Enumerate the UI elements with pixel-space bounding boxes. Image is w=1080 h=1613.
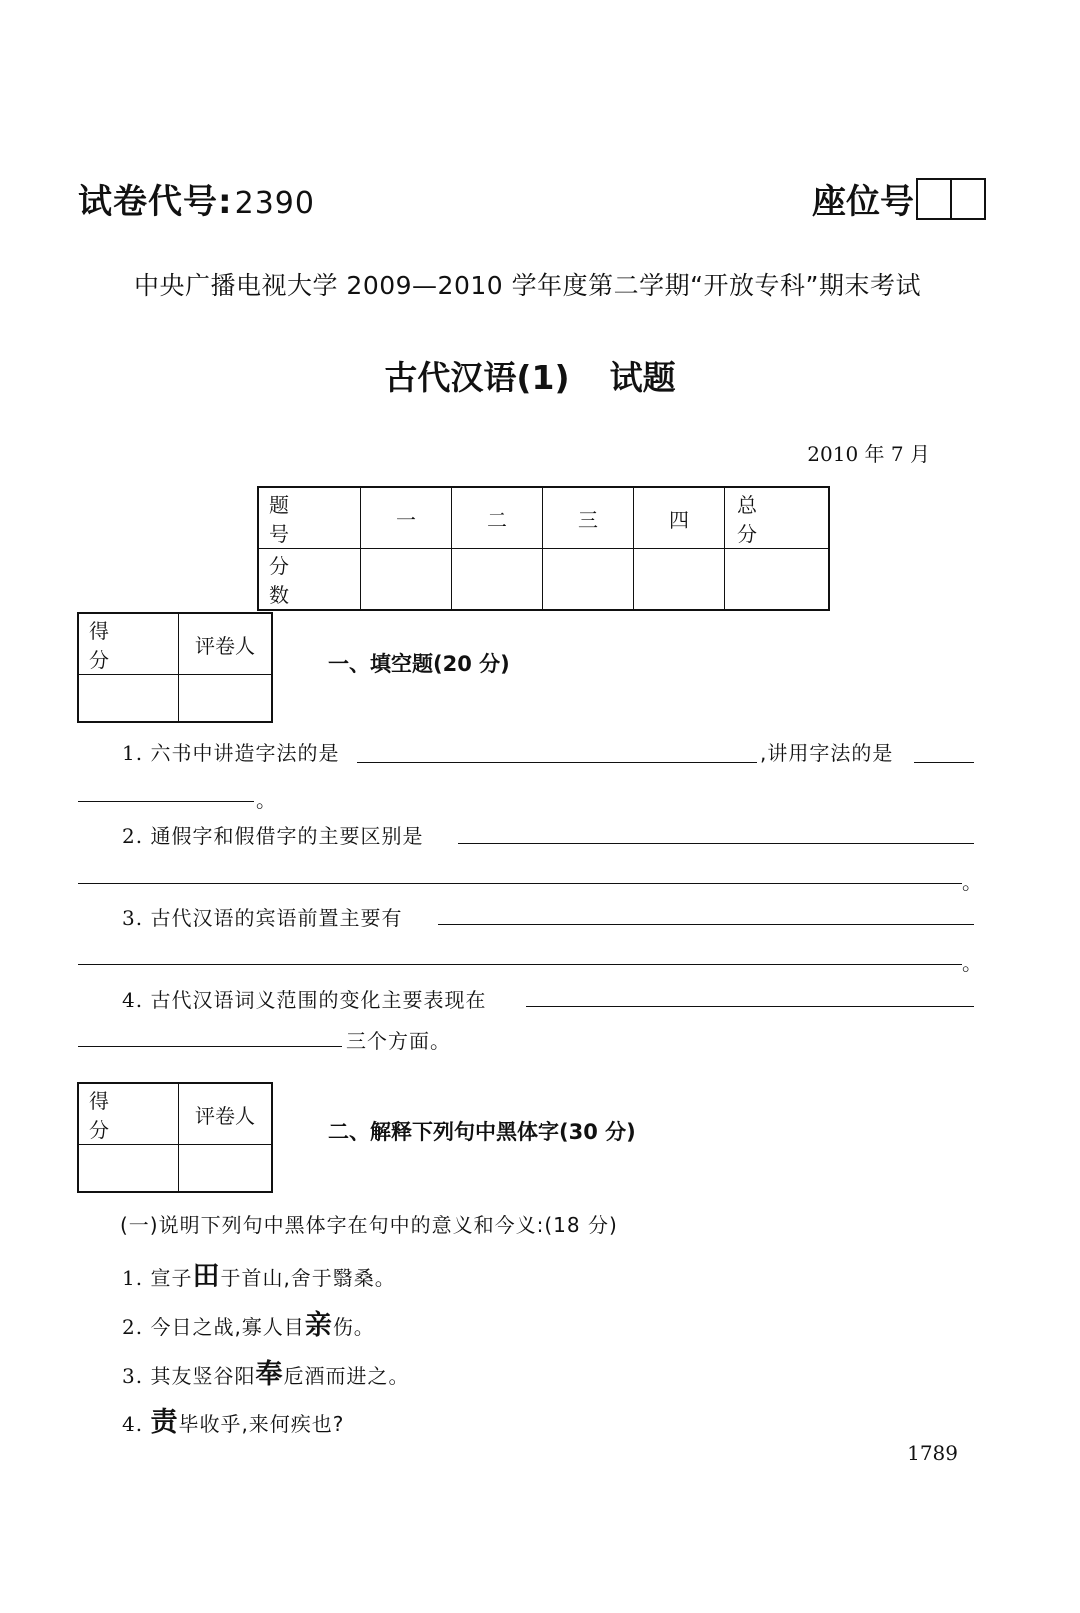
exam-date: 2010 年 7 月 <box>807 442 930 466</box>
item-number: 4. <box>122 1412 144 1436</box>
item-number: 3. <box>122 1364 144 1388</box>
exam-title <box>0 352 1060 399</box>
item-bold-char: 亲 <box>304 1310 333 1341</box>
answer-blank[interactable] <box>438 924 974 925</box>
question-text: 六书中讲造字法的是 <box>150 741 340 765</box>
item-text-post: 伤。 <box>332 1315 375 1339</box>
exam-title-course: 古代汉语(1) <box>384 358 570 397</box>
seat-number <box>812 174 986 223</box>
score-table-cell: 分 数 <box>258 549 361 611</box>
question-text: 三个方面。 <box>346 1029 451 1053</box>
question-3 <box>122 902 402 931</box>
item-bold-char: 奉 <box>255 1359 284 1390</box>
score-input-cell[interactable] <box>452 549 543 611</box>
grader-score-cell[interactable] <box>78 675 179 723</box>
university-line: 中央广播电视大学 2009—2010 学年度第二学期“开放专科”期末考试 <box>133 271 922 300</box>
section1-title: 一、填空题(20 分) <box>328 652 510 676</box>
seat-number-boxes <box>916 178 986 220</box>
answer-blank[interactable] <box>78 883 962 884</box>
question-number: 3. <box>122 906 144 930</box>
question-text: 古代汉语的宾语前置主要有 <box>150 906 403 930</box>
item-text-pre: 今日之战,寡人目 <box>150 1315 305 1339</box>
list-item <box>122 1303 375 1342</box>
section2-title: 二、解释下列句中黑体字(30 分) <box>328 1120 636 1144</box>
score-input-cell[interactable] <box>725 549 830 611</box>
grader-name-label: 评卷人 <box>179 613 273 675</box>
list-item <box>122 1400 344 1439</box>
sentence-end-mark: 。 <box>962 870 983 894</box>
item-text-post: 毕收乎,来何疾也? <box>178 1412 345 1436</box>
answer-blank[interactable] <box>78 964 962 965</box>
item-bold-char: 责 <box>150 1407 179 1438</box>
item-number: 2. <box>122 1315 144 1339</box>
answer-blank[interactable] <box>78 1046 342 1047</box>
grader-score-label: 得 分 <box>78 1083 179 1145</box>
item-text-post: 于首山,舍于翳桑。 <box>220 1266 396 1290</box>
score-table-cell: 题 号 <box>258 487 361 549</box>
item-text-pre: 其友竖谷阳 <box>150 1364 256 1388</box>
answer-blank[interactable] <box>458 843 974 844</box>
score-table-cell: 二 <box>452 487 543 549</box>
score-table-score-row <box>258 549 829 611</box>
question-4 <box>122 984 486 1013</box>
sentence-end-mark: 。 <box>962 951 983 975</box>
item-number: 1. <box>122 1266 144 1290</box>
grader-box <box>77 612 273 723</box>
exam-title-suffix: 试题 <box>609 358 676 397</box>
score-table-cell: 三 <box>543 487 634 549</box>
score-input-cell[interactable] <box>361 549 452 611</box>
answer-blank[interactable] <box>526 1006 974 1007</box>
score-table-cell: 一 <box>361 487 452 549</box>
score-table <box>257 486 830 611</box>
grader-name-cell[interactable] <box>179 1145 273 1193</box>
score-table-cell: 总 分 <box>725 487 830 549</box>
item-text-post: 卮酒而进之。 <box>283 1364 410 1388</box>
question-text: ,讲用字法的是 <box>760 741 894 765</box>
score-table-header-row <box>258 487 829 549</box>
subsection-title: (一)说明下列句中黑体字在句中的意义和今义:(18 分) <box>120 1213 618 1237</box>
question-text: 古代汉语词义范围的变化主要表现在 <box>150 988 487 1012</box>
question-number: 1. <box>122 741 144 765</box>
question-number: 2. <box>122 824 144 848</box>
grader-score-cell[interactable] <box>78 1145 179 1193</box>
seat-number-label: 座位号 <box>812 182 914 222</box>
item-bold-char: 田 <box>192 1261 221 1292</box>
sentence-end-mark: 。 <box>256 788 277 812</box>
answer-blank[interactable] <box>357 762 757 763</box>
question-text: 通假字和假借字的主要区别是 <box>150 824 424 848</box>
score-table-cell: 四 <box>634 487 725 549</box>
grader-score-label: 得 分 <box>78 613 179 675</box>
grader-name-label: 评卷人 <box>179 1083 273 1145</box>
question-number: 4. <box>122 988 144 1012</box>
exam-code-value: 2390 <box>234 186 315 221</box>
grader-name-cell[interactable] <box>179 675 273 723</box>
page-number: 1789 <box>907 1441 958 1465</box>
grader-box <box>77 1082 273 1193</box>
answer-blank[interactable] <box>78 801 254 802</box>
item-text-pre: 宣子 <box>150 1266 193 1290</box>
exam-code-label: 试卷代号: <box>78 182 233 222</box>
exam-code <box>78 174 315 223</box>
score-input-cell[interactable] <box>634 549 725 611</box>
list-item <box>122 1352 409 1391</box>
question-1 <box>122 737 339 766</box>
list-item <box>122 1254 396 1293</box>
answer-blank[interactable] <box>914 762 974 763</box>
question-2 <box>122 820 423 849</box>
score-input-cell[interactable] <box>543 549 634 611</box>
